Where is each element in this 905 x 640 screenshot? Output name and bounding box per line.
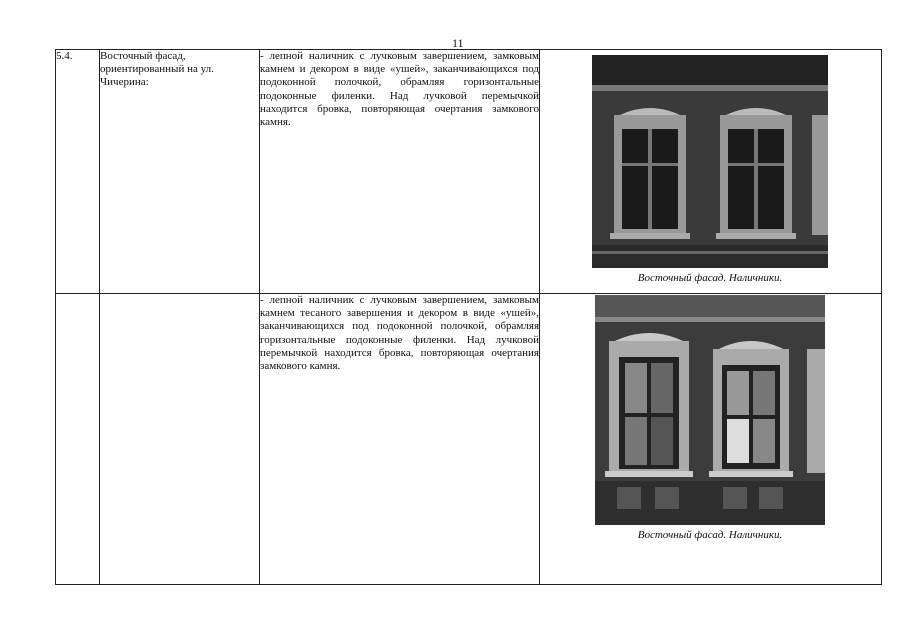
photo-cell [540, 50, 882, 294]
photo-caption: Восточный фасад. Наличники. [637, 529, 783, 541]
table-row [56, 50, 882, 294]
page-number: 11 [452, 36, 464, 50]
item-number: 5.4. [56, 50, 100, 294]
table-row [56, 294, 882, 585]
item-name: Восточный фасад, ориентированный на ул. Чичерина: [100, 50, 260, 294]
heritage-table [55, 49, 882, 585]
item-number [56, 294, 100, 585]
item-description: - лепной наличник с лучковым завершением, замковым камнем и декором в виде «ушей», заканчивающихся под подоконной полочкой, обрамляя горизонтальные подоконные филенки. Над лучковой перемычкой находится бровка, повторяющая очертания замкового камня. [260, 50, 540, 294]
facade-photo [592, 55, 828, 268]
facade-photo [595, 295, 825, 525]
item-name [100, 294, 260, 585]
photo-cell [540, 294, 882, 585]
photo-caption: Восточный фасад. Наличники. [637, 272, 783, 284]
item-description: - лепной наличник с лучковым завершением, замковым камнем тесаного завершения и декором в виде «ушей», заканчивающихся под подоконной полочкой, обрамляя горизонтальные подоконные филенки. Над лучковой перемычкой находится бровка, повторяющая очертания замкового камня. [260, 294, 540, 585]
